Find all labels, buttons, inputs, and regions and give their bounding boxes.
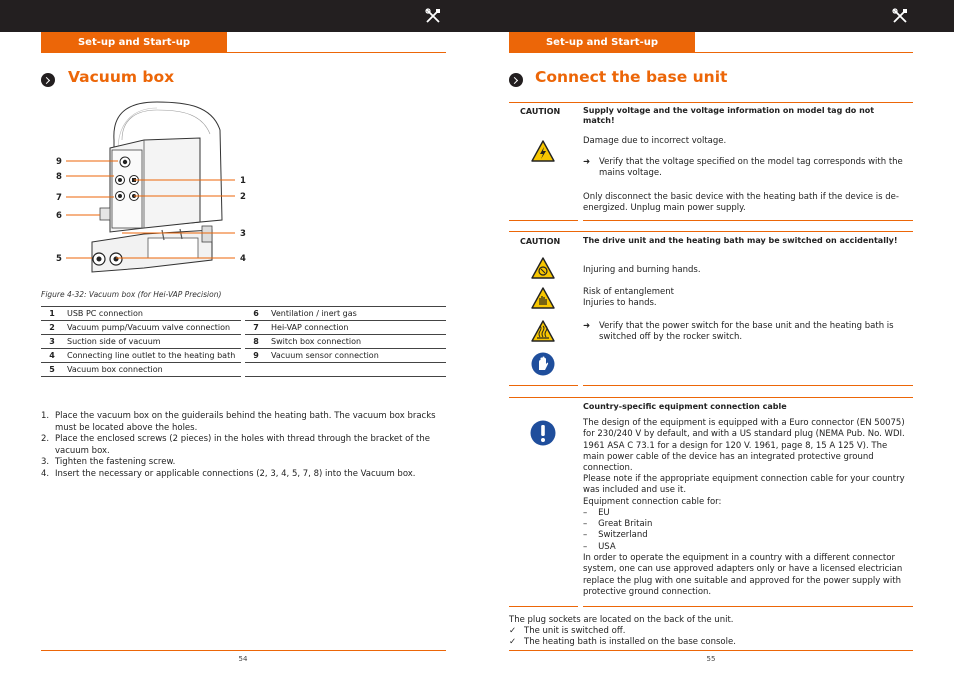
electrical-hazard-icon: [531, 140, 555, 162]
hazard-text: Risk of entanglement: [583, 287, 674, 297]
arrow-right-icon: ➜: [583, 321, 591, 331]
top-bar: [0, 0, 954, 32]
table-row: 5 Vacuum box connection: [41, 363, 446, 377]
check-icon: ✓: [509, 637, 517, 647]
caution-label: CAUTION: [520, 237, 561, 246]
figure-callout: 9: [56, 157, 62, 167]
vacuum-box-figure: [52, 100, 262, 280]
exclamation-icon: [530, 420, 556, 446]
figure-callout: 1: [240, 176, 246, 186]
notice-text: Please note if the appropriate equipment connection cable for your country was included and use it.: [583, 474, 905, 496]
section-rule: [583, 220, 913, 221]
hazard-text: Injuring and burning hands.: [583, 265, 701, 275]
figure-callout: 4: [240, 254, 246, 264]
check-icon: ✓: [509, 626, 517, 636]
chevron-right-icon: [41, 73, 55, 87]
action-item: ➜ Verify that the power switch for the base unit and the heating bath is switched off by the rocker switch.: [583, 321, 894, 343]
caution-heading: The drive unit and the heating bath may be switched on accidentally!: [583, 236, 898, 245]
tools-icon: [892, 8, 908, 24]
hazard-text: Damage due to incorrect voltage.: [583, 136, 727, 146]
list-item: – EU: [583, 508, 610, 518]
list-item: – Switzerland: [583, 530, 648, 540]
action-item: ➜ Verify that the voltage specified on the model tag corresponds with the mains voltage.: [583, 157, 903, 179]
notice-text: Equipment connection cable for:: [583, 497, 722, 507]
figure-callout: 6: [56, 211, 62, 221]
section-rule: [583, 606, 913, 607]
section-rule: [583, 385, 913, 386]
list-item: – USA: [583, 542, 616, 552]
section-tab: Set-up and Start-up: [509, 32, 695, 53]
section-rule: [509, 385, 578, 386]
section-rule: [509, 606, 578, 607]
table-row: 1 USB PC connection 6 Ventilation / inert gas: [41, 307, 446, 321]
hand-crush-hazard-icon: [531, 257, 555, 279]
section-tab: Set-up and Start-up: [41, 32, 227, 53]
figure-callout: 5: [56, 254, 62, 264]
page-title: Vacuum box: [68, 68, 175, 86]
list-item: 4. Insert the necessary or applicable connections (2, 3, 4, 5, 7, 8) into the Vacuum box.: [41, 468, 416, 479]
figure-callout: 3: [240, 229, 246, 239]
figure-callout: 2: [240, 192, 246, 202]
note-text: Only disconnect the basic device with the heating bath if the device is de-energized. Unplug main power supply.: [583, 192, 899, 214]
chevron-right-icon: [509, 73, 523, 87]
list-item: 2. Place the enclosed screws (2 pieces) in the holes with thread through the bracket of the vacuum box.: [41, 434, 431, 456]
hot-surface-hazard-icon: [531, 320, 555, 342]
footer-divider: [41, 650, 446, 651]
notice-heading: Country-specific equipment connection cable: [583, 402, 787, 411]
section-divider: [695, 52, 913, 53]
section-rule: [509, 397, 913, 398]
list-item: 3. Tighten the fastening screw.: [41, 457, 176, 468]
prerequisite-item: ✓ The heating bath is installed on the base console.: [509, 637, 736, 647]
figure-callout: 8: [56, 172, 62, 182]
table-row: 2 Vacuum pump/Vacuum valve connection 7 Hei-VAP connection: [41, 321, 446, 335]
notice-text: The design of the equipment is equipped with a Euro connector (EN 50075) for 230/240 V by default, and with a US standard plug (NEMA Pub. No. WDI. 1961 ASA C 73.1 for a design for 120 V. 1961, page 8, 15 A 125 V). The main power cable of the device has an integrated protective ground connection.: [583, 418, 905, 474]
instruction-steps: [41, 411, 446, 481]
entanglement-hazard-icon: [531, 287, 555, 309]
list-item: – Great Britain: [583, 519, 653, 529]
figure-caption: Figure 4-32: Vacuum box (for Hei-VAP Precision): [41, 290, 222, 299]
table-row: 4 Connecting line outlet to the heating bath 9 Vacuum sensor connection: [41, 349, 446, 363]
hazard-text: Injuries to hands.: [583, 298, 657, 308]
section-rule: [509, 102, 913, 103]
caution-label: CAUTION: [520, 107, 561, 116]
wear-gloves-icon: [531, 352, 555, 376]
section-rule: [509, 220, 578, 221]
section-divider: [227, 52, 446, 53]
figure-callout: 7: [56, 193, 62, 203]
tools-icon: [425, 8, 441, 24]
arrow-right-icon: ➜: [583, 157, 591, 167]
caution-heading: Supply voltage and the voltage information on model tag do not match!: [583, 106, 875, 125]
page-number: 54: [238, 655, 248, 663]
list-item: 1. Place the vacuum box on the guiderails behind the heating bath. The vacuum box bracks must be located above the holes.: [41, 411, 436, 433]
parts-table: [41, 306, 446, 377]
section-rule: [509, 231, 913, 232]
page-title: Connect the base unit: [535, 68, 728, 86]
body-text: The plug sockets are located on the back of the unit.: [509, 615, 734, 625]
table-row: 3 Suction side of vacuum 8 Switch box connection: [41, 335, 446, 349]
page-number: 55: [706, 655, 716, 663]
notice-text: In order to operate the equipment in a country with a different connector system, one can use approved adapters only or have a licensed electrician replace the plug with one suitable and approved for the power supply with protective ground connection.: [583, 553, 903, 597]
footer-divider: [509, 650, 913, 651]
prerequisite-item: ✓ The unit is switched off.: [509, 626, 626, 636]
